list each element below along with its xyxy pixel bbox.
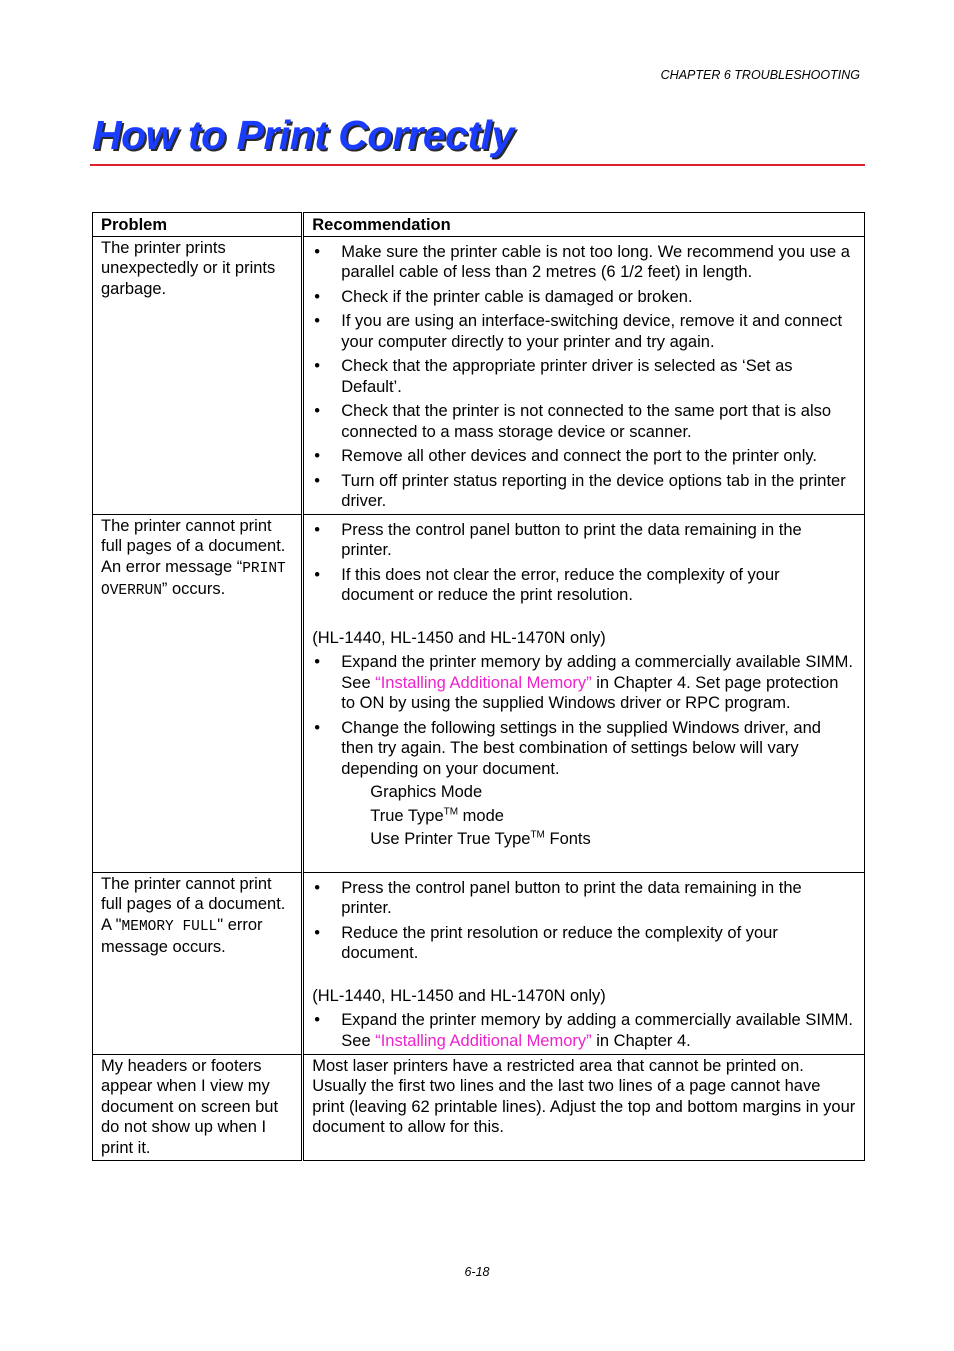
trademark-mark: TM [443,806,459,817]
list-item: • Remove all other devices and connect the port to the printer only. [312,446,856,467]
problem-text: ” occurs. [161,580,226,598]
problem-cell [93,514,303,872]
list-item: • Press the control panel button to print the data remaining in the printer. [312,878,856,919]
recommendation-cell [303,236,865,514]
list-item-text: Expand the printer memory by adding a commercially available SIMM. See [341,1011,853,1050]
list-item: • Press the control panel button to print the data remaining in the printer. [312,520,856,561]
page-number: 6-18 [464,1265,490,1279]
table-row [93,1054,865,1161]
recommendation-list [312,652,856,779]
recommendation-list [312,242,856,512]
column-header-problem: Problem [93,213,303,237]
title-rule [90,164,865,166]
list-item: • If you are using an interface-switching device, remove it and connect your computer directly to your printer and try again. [312,311,856,352]
list-item [312,652,856,714]
setting-text: Use Printer True Type [370,830,531,848]
setting-printer-truetype-fonts [312,829,856,850]
error-code: MEMORY FULL [121,918,218,935]
setting-text: True Type [370,806,444,825]
recommendation-list [312,1010,856,1051]
setting-text: Fonts [544,830,591,848]
recommendation-list [312,878,856,964]
list-item [312,1010,856,1051]
problem-cell: My headers or footers appear when I view my document on screen but do not show up when I print it. [93,1054,303,1161]
recommendation-cell: Most laser printers have a restricted area that cannot be printed on. Usually the first two lines and the last two lines of a page cannot have print (leaving 62 printable lines). Adjust the top and bottom margins in your document to allow for this. [303,1054,865,1161]
recommendation-cell [303,872,865,1054]
memory-link[interactable]: “Installing Additional Memory” [375,673,592,692]
setting-truetype-mode [312,806,856,827]
table-row [93,236,865,514]
problem-text: The printer cannot print full pages of a document. A " [101,874,286,934]
recommendation-cell [303,514,865,872]
list-item: • Reduce the print resolution or reduce the complexity of your document. [312,923,856,964]
list-item: • Check that the printer is not connected to the same port that is also connected to a mass storage device or scanner. [312,401,856,442]
table-row [93,872,865,1054]
setting-graphics-mode: Graphics Mode [370,783,483,801]
list-item: • If this does not clear the error, reduce the complexity of your document or reduce the print resolution. [312,565,856,606]
list-item: • Make sure the printer cable is not too long. We recommend you use a parallel cable of less than 2 metres (6 1/2 feet) in length. [312,242,856,283]
memory-link[interactable]: “Installing Additional Memory” [375,1031,592,1050]
list-item: • Change the following settings in the supplied Windows driver, and then try again. The best combination of settings below will vary depending on your document. [312,718,856,780]
problem-cell: The printer prints unexpectedly or it prints garbage. [93,236,303,514]
column-header-recommendation: Recommendation [303,213,865,237]
trademark-mark: TM [530,829,545,841]
list-item: • Turn off printer status reporting in the device options tab in the printer driver. [312,471,856,512]
model-note: (HL-1440, HL-1450 and HL-1470N only) [312,986,606,1005]
list-item: • Check if the printer cable is damaged or broken. [312,287,856,308]
chapter-header: CHAPTER 6 TROUBLESHOOTING [660,68,860,82]
problem-text: " error message occurs. [101,915,263,956]
model-note: (HL-1440, HL-1450 and HL-1470N only) [312,628,606,647]
troubleshooting-table [92,212,865,1161]
table-header-row [93,213,865,237]
table-row [93,514,865,872]
page-title: How to Print Correctly [92,112,514,158]
recommendation-list [312,520,856,606]
list-item-text: in Chapter 4. [591,1031,691,1050]
setting-text: mode [458,806,504,825]
list-item: • Check that the appropriate printer driver is selected as ‘Set as Default’. [312,356,856,397]
problem-text: The printer cannot print full pages of a document. An error message “ [101,516,286,576]
problem-cell [93,872,303,1054]
error-code: PRINT OVERRUN [101,560,286,599]
list-item-text: in Chapter 4. Set page protection to ON by using the supplied Windows driver or RPC program. [341,673,839,712]
list-item-text: Expand the printer memory by adding a commercially available SIMM. See [341,653,853,692]
